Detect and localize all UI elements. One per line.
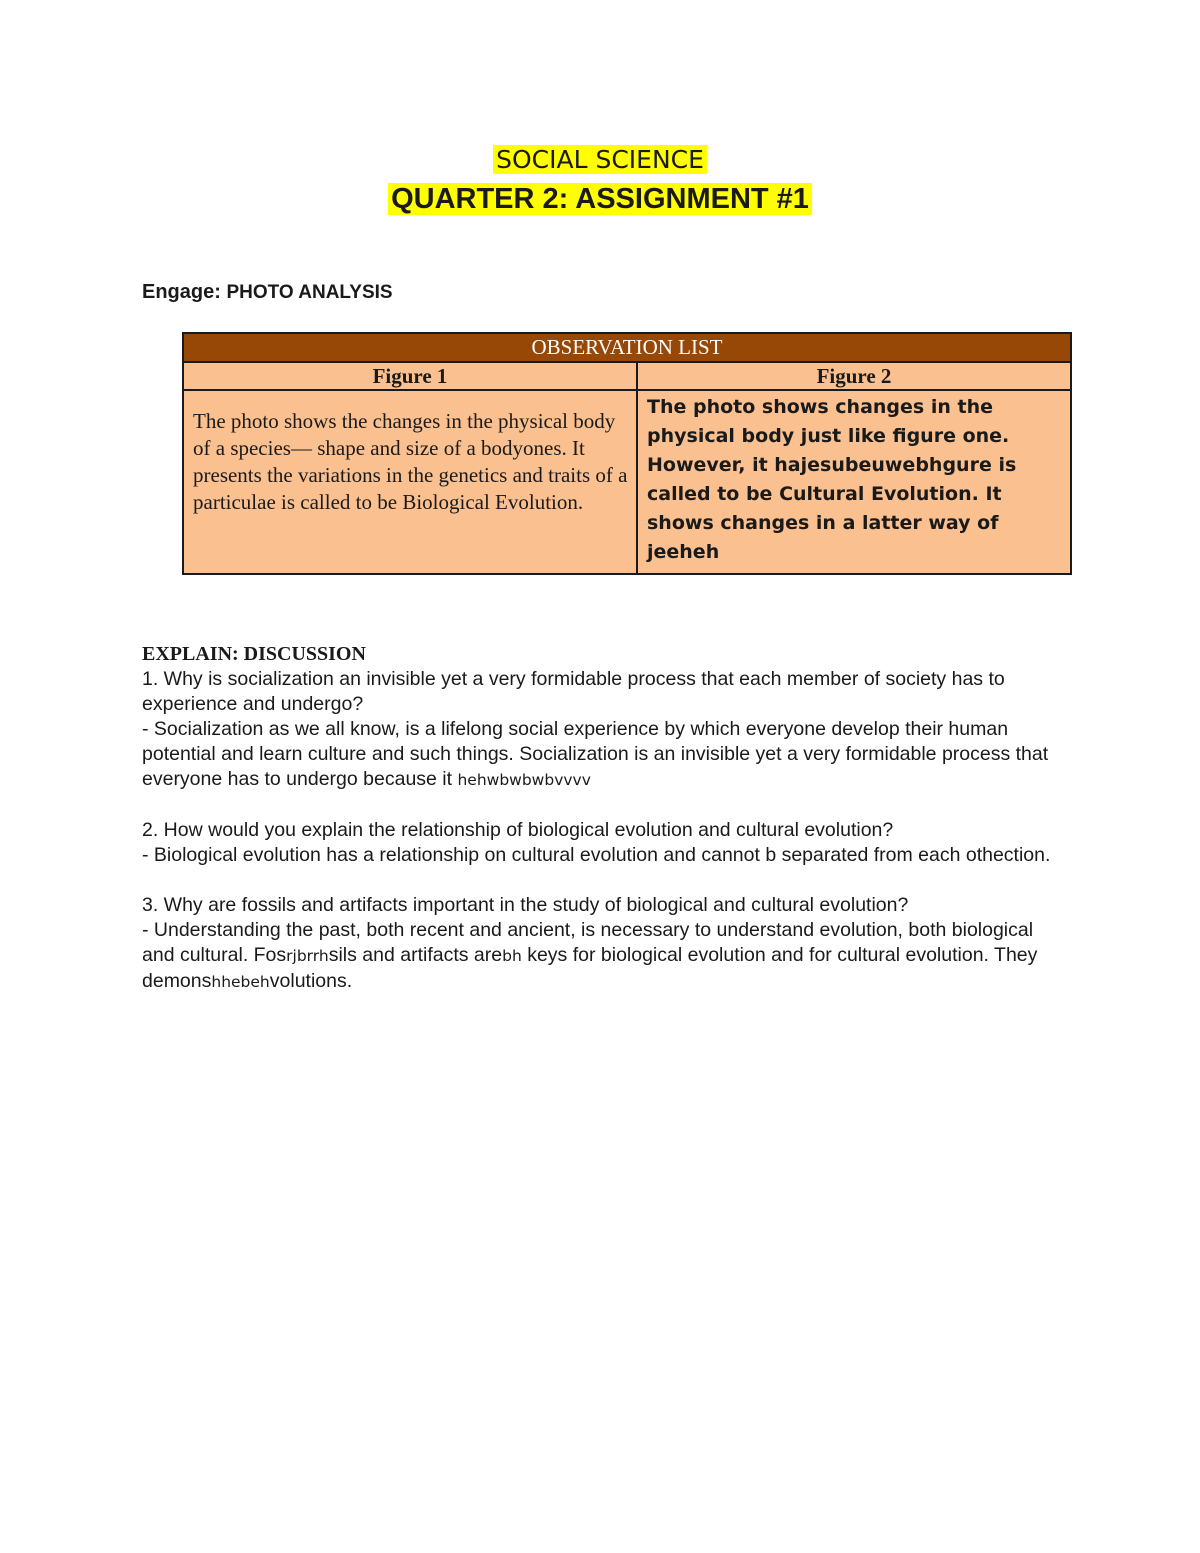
- answer-3-part-2: sils and artifacts are: [328, 944, 503, 966]
- spacer: [142, 793, 1062, 818]
- engage-title: PHOTO ANALYSIS: [226, 282, 393, 303]
- answer-3-insert-1: rjbrrh: [286, 947, 329, 965]
- figure-1-observation: The photo shows the changes in the physical body of a species— shape and size of a bodyones. It presents the variations in the genetics and traits of a particulae is called to be Biological Evolution.: [183, 390, 637, 574]
- document-title: [0, 143, 1200, 177]
- answer-3-part-3: keys for biological evolution and for cultural evolution. They demons: [142, 944, 1038, 992]
- observation-title-row: [183, 333, 1071, 362]
- answer-2: - Biological evolution has a relationship on cultural evolution and cannot b separated from each othection.: [142, 844, 1051, 866]
- figure-2-header: Figure 2: [637, 362, 1071, 390]
- answer-3-insert-2: bh: [502, 947, 522, 965]
- question-2: 2. How would you explain the relationship of biological evolution and cultural evolution?: [142, 819, 894, 841]
- observation-table: [182, 332, 1072, 575]
- question-3: 3. Why are fossils and artifacts important in the study of biological and cultural evolution?: [142, 894, 909, 916]
- observation-title: OBSERVATION LIST: [183, 333, 1071, 362]
- answer-3-part-4: volutions.: [269, 970, 353, 992]
- title-highlight: SOCIAL SCIENCE: [493, 145, 707, 174]
- answer-3-part-1: - Understanding the past, both recent and ancient, is necessary to understand evolution, both biological and cultural. Fos: [142, 919, 1034, 966]
- answer-1-text: - Socialization as we all know, is a lifelong social experience by which everyone develop their human potential and learn culture and such things. Socialization is an invisible yet a very formidable process that everyone has to undergo because it: [142, 718, 1049, 790]
- figure-1-header: Figure 1: [183, 362, 637, 390]
- explain-heading: EXPLAIN: DISCUSSION: [142, 643, 366, 665]
- observation-content-row: [183, 390, 1071, 574]
- subtitle-highlight: QUARTER 2: ASSIGNMENT #1: [388, 183, 812, 215]
- answer-1-tail: hehwbwbwbvvvv: [457, 771, 591, 789]
- figure-header-row: [183, 362, 1071, 390]
- answer-1: [142, 717, 1062, 793]
- explain-section: [142, 642, 1062, 995]
- document-subtitle: [0, 181, 1200, 217]
- answer-3: [142, 918, 1062, 995]
- spacer: [142, 868, 1062, 893]
- engage-label: Engage:: [142, 281, 221, 303]
- question-1: 1. Why is socialization an invisible yet a very formidable process that each member of society has to experience and undergo?: [142, 668, 1005, 715]
- figure-2-observation: The photo shows changes in the physical body just like figure one. However, it hajesubeuwebhgure is called to be Cultural Evolution. It shows changes in a latter way of jeeheh: [637, 390, 1071, 574]
- answer-3-insert-3: hhebeh: [211, 973, 270, 991]
- engage-heading: [142, 281, 393, 304]
